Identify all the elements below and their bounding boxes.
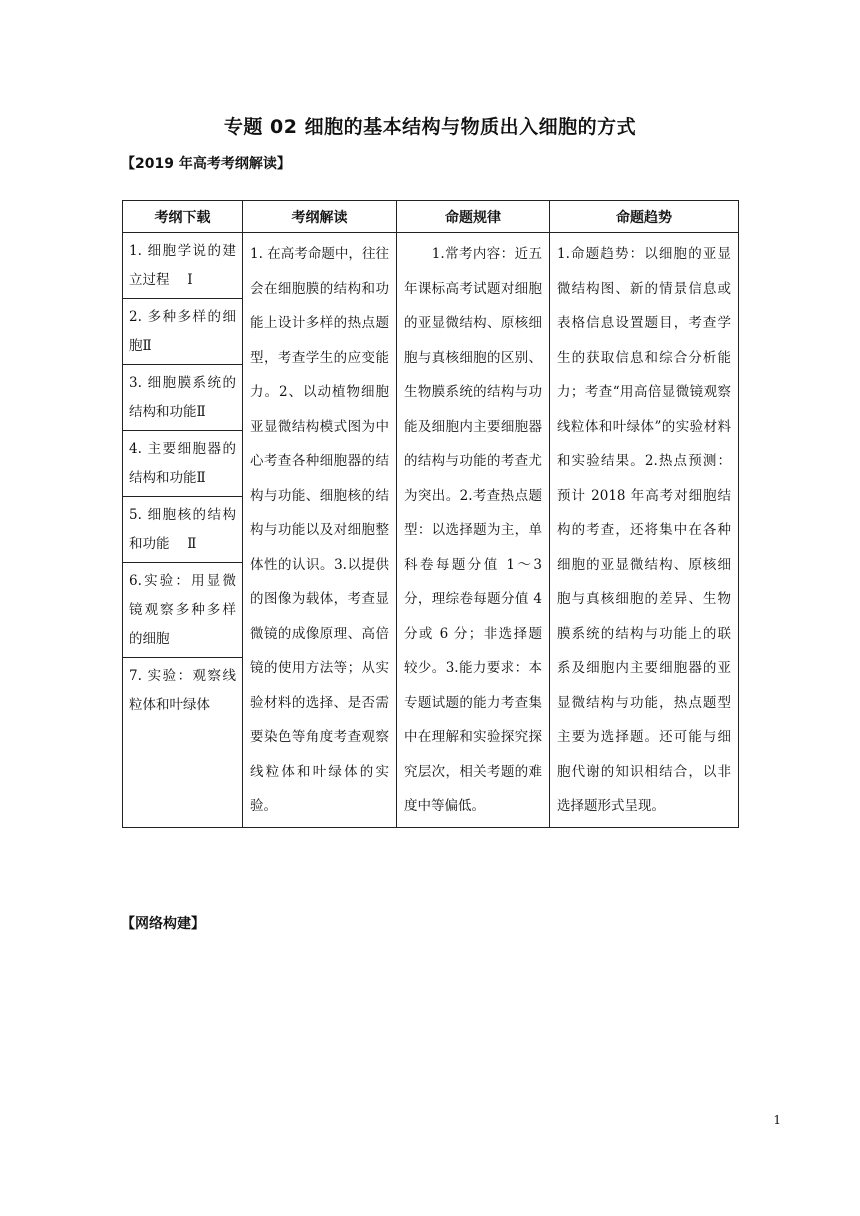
header-exam-trends: 命题趋势 bbox=[550, 201, 739, 233]
section-heading-network: 【网络构建】 bbox=[121, 916, 205, 932]
trends-text: 1.命题趋势：以细胞的亚显微结构图、新的情景信息或表格信息设置题目，考查学生的获取信息和综合分析能力；考查“用高倍显微镜观察线粒体和叶绿体”的实验材料和实验结果。2.热点预测：预计 2018 年高考对细胞结构的考查，还将集中在各种细胞的亚显微结构、原核细胞与真核细胞的差异、生物膜系统的结构与功能上的联系及细胞内主要细胞器的亚显微结构与功能，热点题型主要为选择题。还可能与细胞代谢的知识相结合，以非选择题形式呈现。 bbox=[557, 246, 731, 814]
trends-cell bbox=[550, 233, 739, 828]
outline-items-cell bbox=[123, 233, 243, 828]
outline-item: 7. 实验：观察线粒体和叶绿体 bbox=[129, 668, 236, 713]
outline-item: 4. 主要细胞器的结构和功能Ⅱ bbox=[123, 431, 242, 497]
exam-outline-table bbox=[122, 200, 739, 828]
outline-item: 5. 细胞核的结构和功能 Ⅱ bbox=[123, 497, 242, 563]
section-heading-exam-outline: 【2019 年高考考纲解读】 bbox=[121, 156, 291, 172]
outline-item: 2. 多种多样的细胞Ⅱ bbox=[123, 299, 242, 365]
interpretation-cell bbox=[243, 233, 397, 828]
rules-text: 1.常考内容：近五年课标高考试题对细胞的亚显微结构、原核细胞与真核细胞的区别、生物膜系统的结构与功能及细胞内主要细胞器的结构与功能的考查尤为突出。2.考查热点题型：以选择题为主，单科卷每题分值 1～3 分，理综卷每题分值 4 分或 6 分；非选择题较少。3.能力要求：本专题试题的能力考查集中在理解和实验探究探究层次，相关考题的难度中等偏低。 bbox=[404, 246, 542, 814]
page-number: 1 bbox=[773, 1113, 781, 1127]
header-outline-download: 考纲下载 bbox=[123, 201, 243, 233]
rules-cell bbox=[397, 233, 550, 828]
document-title: 专题 02 细胞的基本结构与物质出入细胞的方式 bbox=[223, 116, 637, 138]
header-exam-rules: 命题规律 bbox=[397, 201, 550, 233]
outline-item: 6.实验：用显微镜观察多种多样的细胞 bbox=[123, 563, 242, 658]
outline-item: 3. 细胞膜系统的结构和功能Ⅱ bbox=[123, 365, 242, 431]
interpretation-text: 1. 在高考命题中，往往会在细胞膜的结构和功能上设计多样的热点题型，考查学生的应变能力。2、以动植物细胞亚显微结构模式图为中心考查各种细胞器的结构与功能、细胞核的结构与功能以及对细胞整体性的认识。3.以提供的图像为载体，考查显微镜的成像原理、高倍镜的使用方法等；从实验材料的选择、是否需要染色等角度考查观察线粒体和叶绿体的实验。 bbox=[250, 246, 389, 814]
table-body-row bbox=[123, 233, 739, 828]
table-header-row bbox=[123, 201, 739, 233]
outline-item: 1. 细胞学说的建立过程 Ⅰ bbox=[123, 233, 242, 299]
header-outline-interpretation: 考纲解读 bbox=[243, 201, 397, 233]
